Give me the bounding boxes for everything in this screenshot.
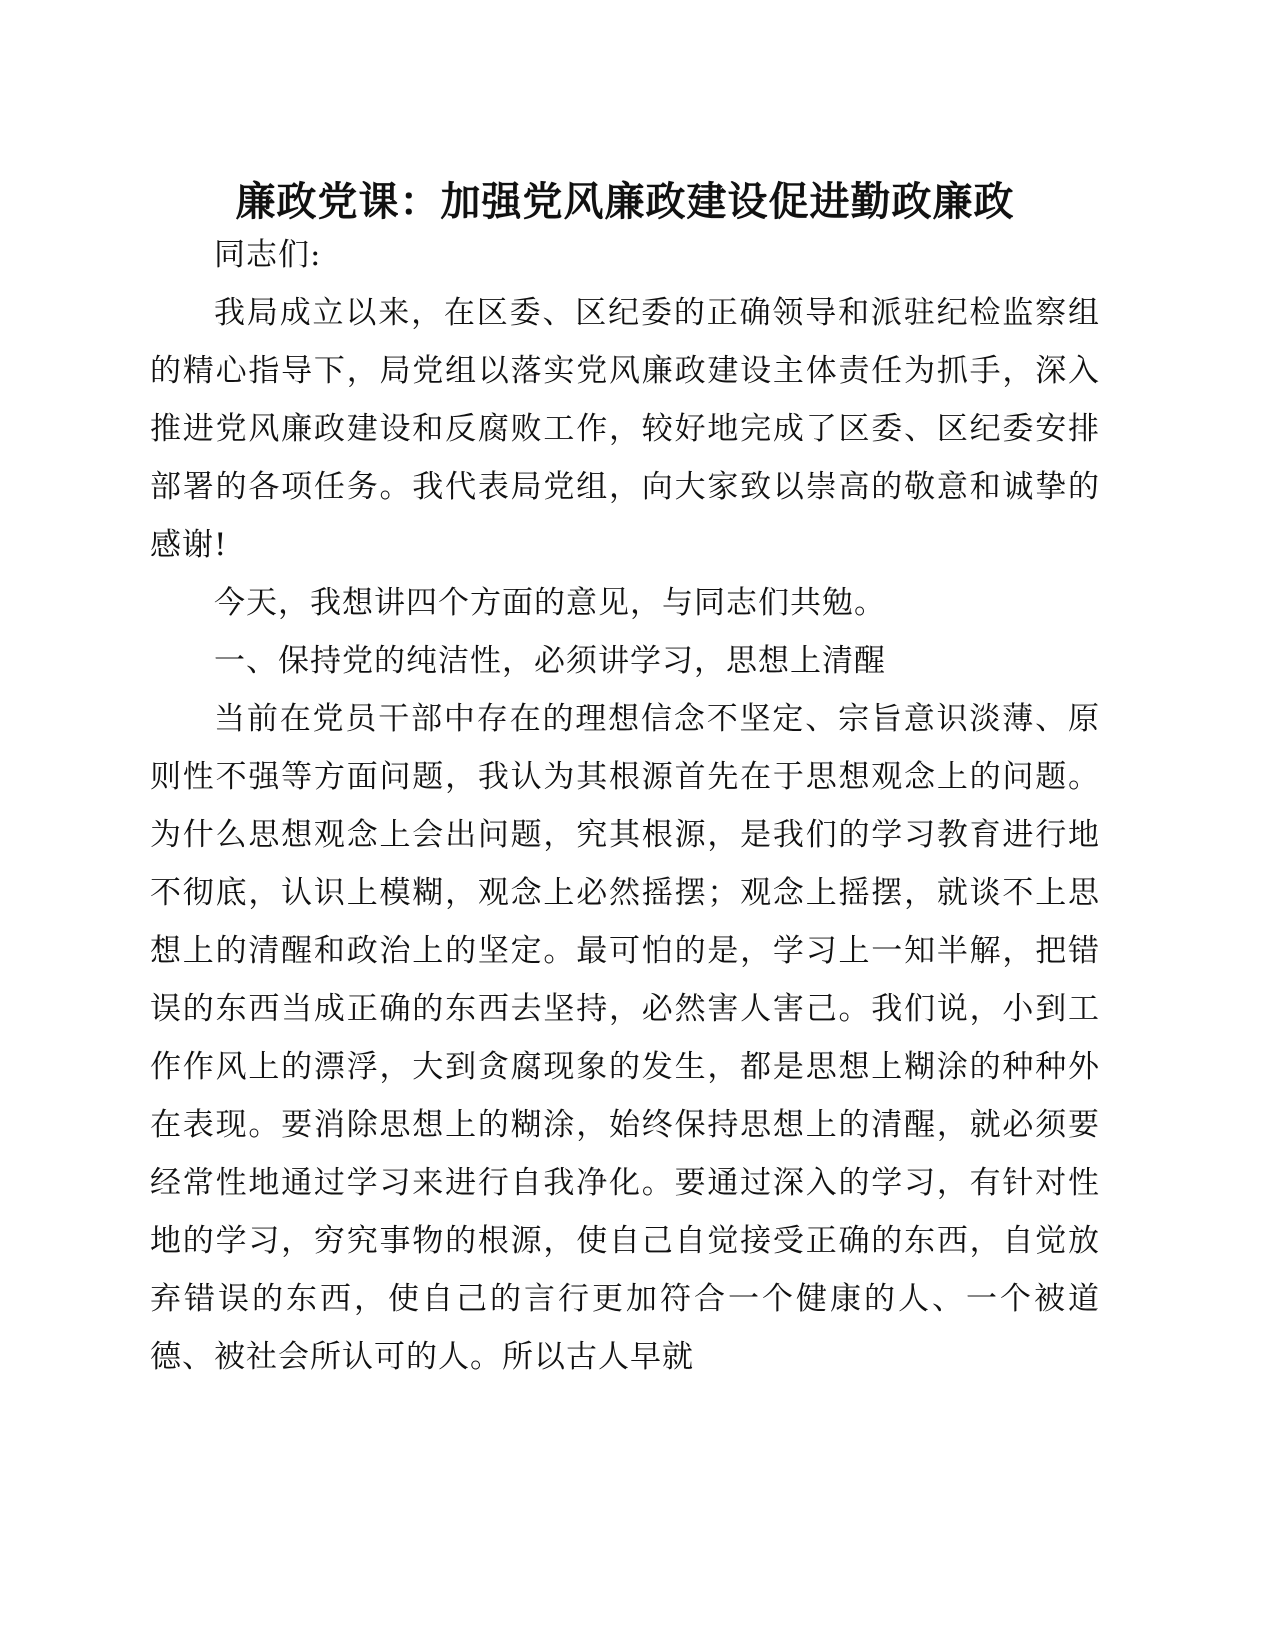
paragraph-overview: 今天，我想讲四个方面的意见，与同志们共勉。: [214, 585, 886, 621]
paragraph-section-1: 当前在党员干部中存在的理想信念不坚定、宗旨意识淡薄、原则性不强等方面问题，我认为其根源首先在于思想观念上的问题。为什么思想观念上会出问题，究其根源，是我们的学习教育进行地不彻底，认识上模糊，观念上必然摇摆；观念上摇摆，就谈不上思想上的清醒和政治上的坚定。最可怕的是，学习上一知半解，把错误的东西当成正确的东西去坚持，必然害人害己。我们说，小到工作作风上的漂浮，大到贪腐现象的发生，都是思想上糊涂的种种外在表现。要消除思想上的糊涂，始终保持思想上的清醒，就必须要经常性地通过学习来进行自我净化。要通过深入的学习，有针对性地的学习，穷究事物的根源，使自己自觉接受正确的东西，自觉放弃错误的东西，使自己的言行更加符合一个健康的人、一个被道德、被社会所认可的人。所以古人早就: [150, 701, 1100, 1375]
salutation: 同志们:: [214, 237, 322, 273]
section-heading-1: 一、保持党的纯洁性，必须讲学习，思想上清醒: [214, 643, 886, 679]
document-body: [150, 226, 1100, 1386]
paragraph-intro: 我局成立以来，在区委、区纪委的正确领导和派驻纪检监察组的精心指导下，局党组以落实党风廉政建设主体责任为抓手，深入推进党风廉政建设和反腐败工作，较好地完成了区委、区纪委安排部署的各项任务。我代表局党组，向大家致以崇高的敬意和诚挚的感谢!: [150, 295, 1100, 563]
document-title: 廉政党课：加强党风廉政建设促进勤政廉政: [235, 179, 1015, 225]
